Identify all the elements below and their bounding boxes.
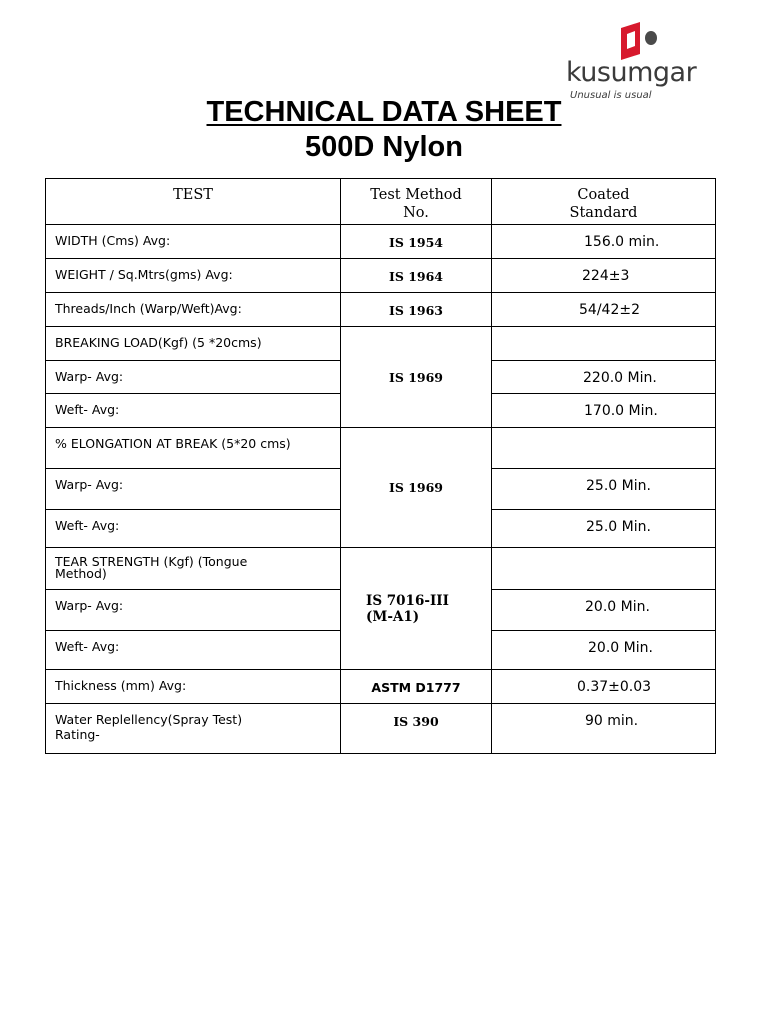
gray-dot-shape xyxy=(645,31,657,45)
table-row xyxy=(46,327,716,361)
test-cell: Warp- Avg: xyxy=(46,361,341,394)
test-cell: % ELONGATION AT BREAK (5*20 cms) xyxy=(46,428,341,469)
test-cell: Warp- Avg: xyxy=(46,590,341,631)
page-title: TECHNICAL DATA SHEET xyxy=(206,96,562,128)
test-cell: Warp- Avg: xyxy=(46,469,341,510)
header-test: TEST xyxy=(46,179,341,225)
test-cell: WIDTH (Cms) Avg: xyxy=(46,225,341,259)
test-cell: Weft- Avg: xyxy=(46,394,341,428)
value-cell: 54/42±2 xyxy=(492,293,716,327)
header-method: Test Method No. xyxy=(341,179,492,225)
brand-wordmark: kusumgar xyxy=(566,57,697,88)
method-cell: ASTM D1777 xyxy=(341,670,492,704)
method-cell: IS 1969 xyxy=(341,327,492,428)
brand-logo xyxy=(566,18,716,101)
value-cell: 0.37±0.03 xyxy=(492,670,716,704)
data-table xyxy=(45,178,716,754)
test-cell: WEIGHT / Sq.Mtrs(gms) Avg: xyxy=(46,259,341,293)
method-cell: IS 7016-III (M-A1) xyxy=(341,548,492,670)
method-cell: IS 1963 xyxy=(341,293,492,327)
table-row xyxy=(46,548,716,590)
test-cell: Thickness (mm) Avg: xyxy=(46,670,341,704)
brand-mark-icon xyxy=(618,20,662,60)
table-row xyxy=(46,293,716,327)
value-cell: 25.0 Min. xyxy=(492,510,716,548)
test-cell: BREAKING LOAD(Kgf) (5 *20cms) xyxy=(46,327,341,361)
test-cell: Water Replellency(Spray Test) Rating- xyxy=(46,704,341,754)
value-cell xyxy=(492,327,716,361)
value-cell xyxy=(492,428,716,469)
test-cell: TEAR STRENGTH (Kgf) (Tongue Method) xyxy=(46,548,341,590)
table-row xyxy=(46,428,716,469)
value-cell: 220.0 Min. xyxy=(492,361,716,394)
table-row xyxy=(46,259,716,293)
test-cell: Weft- Avg: xyxy=(46,631,341,670)
table-row xyxy=(46,670,716,704)
test-cell: Threads/Inch (Warp/Weft)Avg: xyxy=(46,293,341,327)
brand-tagline: Unusual is usual xyxy=(570,90,652,101)
header-standard: Coated Standard xyxy=(492,179,716,225)
value-cell: 224±3 xyxy=(492,259,716,293)
value-cell: 156.0 min. xyxy=(492,225,716,259)
table-row xyxy=(46,225,716,259)
method-cell: IS 1954 xyxy=(341,225,492,259)
method-cell: IS 1969 xyxy=(341,428,492,548)
value-cell: 20.0 Min. xyxy=(492,590,716,631)
table-header-row xyxy=(46,179,716,225)
value-cell: 170.0 Min. xyxy=(492,394,716,428)
value-cell xyxy=(492,548,716,590)
value-cell: 25.0 Min. xyxy=(492,469,716,510)
method-cell: IS 390 xyxy=(341,704,492,754)
test-cell: Weft- Avg: xyxy=(46,510,341,548)
table-row xyxy=(46,704,716,754)
value-cell: 90 min. xyxy=(492,704,716,754)
page-subtitle: 500D Nylon xyxy=(305,131,463,163)
cube-cutout-shape xyxy=(627,31,635,49)
method-cell: IS 1964 xyxy=(341,259,492,293)
value-cell: 20.0 Min. xyxy=(492,631,716,670)
